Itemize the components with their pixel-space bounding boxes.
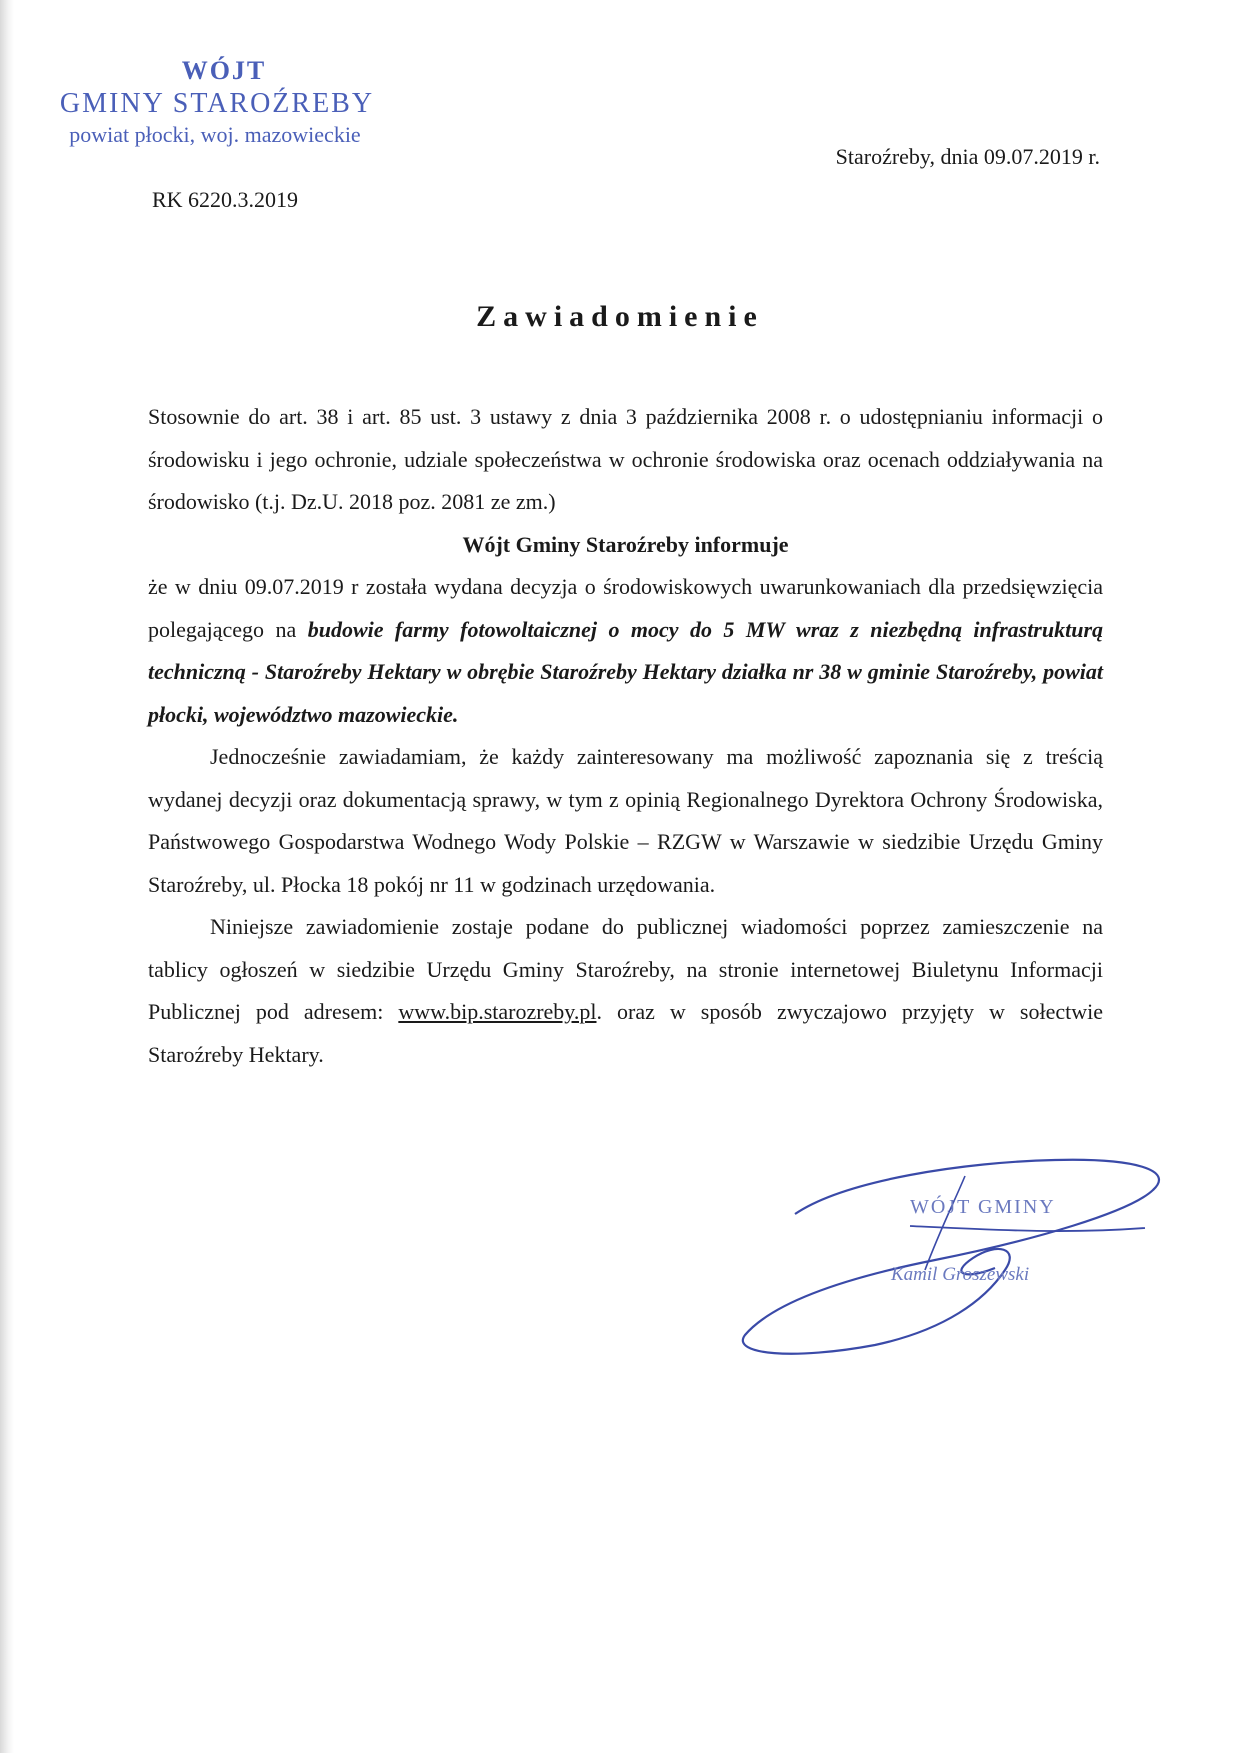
intro-paragraph: Stosownie do art. 38 i art. 85 ust. 3 ustawy z dnia 3 października 2008 r. o udostępnianiu informacji o środowisku i jego ochronie, udziale społeczeństwa w ochronie środowiska oraz ocenach oddziaływania na środowisko (t.j. Dz.U. 2018 poz. 2081 ze zm.) [148,404,1103,514]
publication-text: Niniejsze zawiadomienie zostaje podane do publicznej wiadomości poprzez zamieszczenie na tablicy ogłoszeń w siedzibie Urzędu Gminy Staroźreby, na stronie internetowej Biuletynu Informacji Publicznej pod adresem: [148,914,1103,1024]
signature-name: Kamil Groszewski [891,1264,1030,1285]
document-body [148,396,1103,1076]
bip-link[interactable]: www.bip.starozreby.pl [398,999,597,1024]
stamp-line-3: powiat płocki, woj. mazowieckie [69,122,361,147]
publication-text-end: . oraz w sposób zwyczajowo przyjęty w sołectwie Staroźreby Hektary. [148,999,1103,1067]
access-paragraph: Jednocześnie zawiadamiam, że każdy zainteresowany ma możliwość zapoznania się z treścią wydanej decyzji oraz dokumentacją sprawy, w tym z opinią Regionalnego Dyrektora Ochrony Środowiska, Państwowego Gospodarstwa Wodnego Wody Polskie – RZGW w Warszawie w siedzibie Urzędu Gminy Staroźreby, ul. Płocka 18 pokój nr 11 w godzinach urzędowania. [148,744,1103,897]
announcement-heading: Wójt Gminy Staroźreby informuje [462,531,789,557]
decision-emphasis: budowie farmy fotowoltaicznej o mocy do 5 MW wraz z niezbędną infrastrukturą techniczną - Staroźreby Hektary w obrębie Staroźreby Hektary działka nr 38 w gminie Staroźreby, powiat płocki, województwo mazowieckie. [148,616,1104,727]
decision-text: że w dniu 09.07.2019 r została wydana decyzja o środowiskowych uwarunkowaniach dla przedsięwzięcia polegającego na [148,574,1103,642]
office-stamp [44,54,404,150]
decision-paragraph [148,566,1103,736]
document-title: Zawiadomienie [476,300,764,333]
reference-number: RK 6220.3.2019 [152,187,299,212]
signature-title: WÓJT GMINY [910,1196,1056,1218]
place-and-date: Staroźreby, dnia 09.07.2019 r. [835,144,1100,169]
scan-edge-shadow [0,0,14,1753]
handwritten-signature-icon [735,1150,1175,1360]
stamp-line-2: GMINY STAROŹREBY [59,88,375,119]
signature-block [735,1150,1175,1360]
stamp-line-1: WÓJT [181,56,267,85]
publication-paragraph [148,906,1103,1076]
